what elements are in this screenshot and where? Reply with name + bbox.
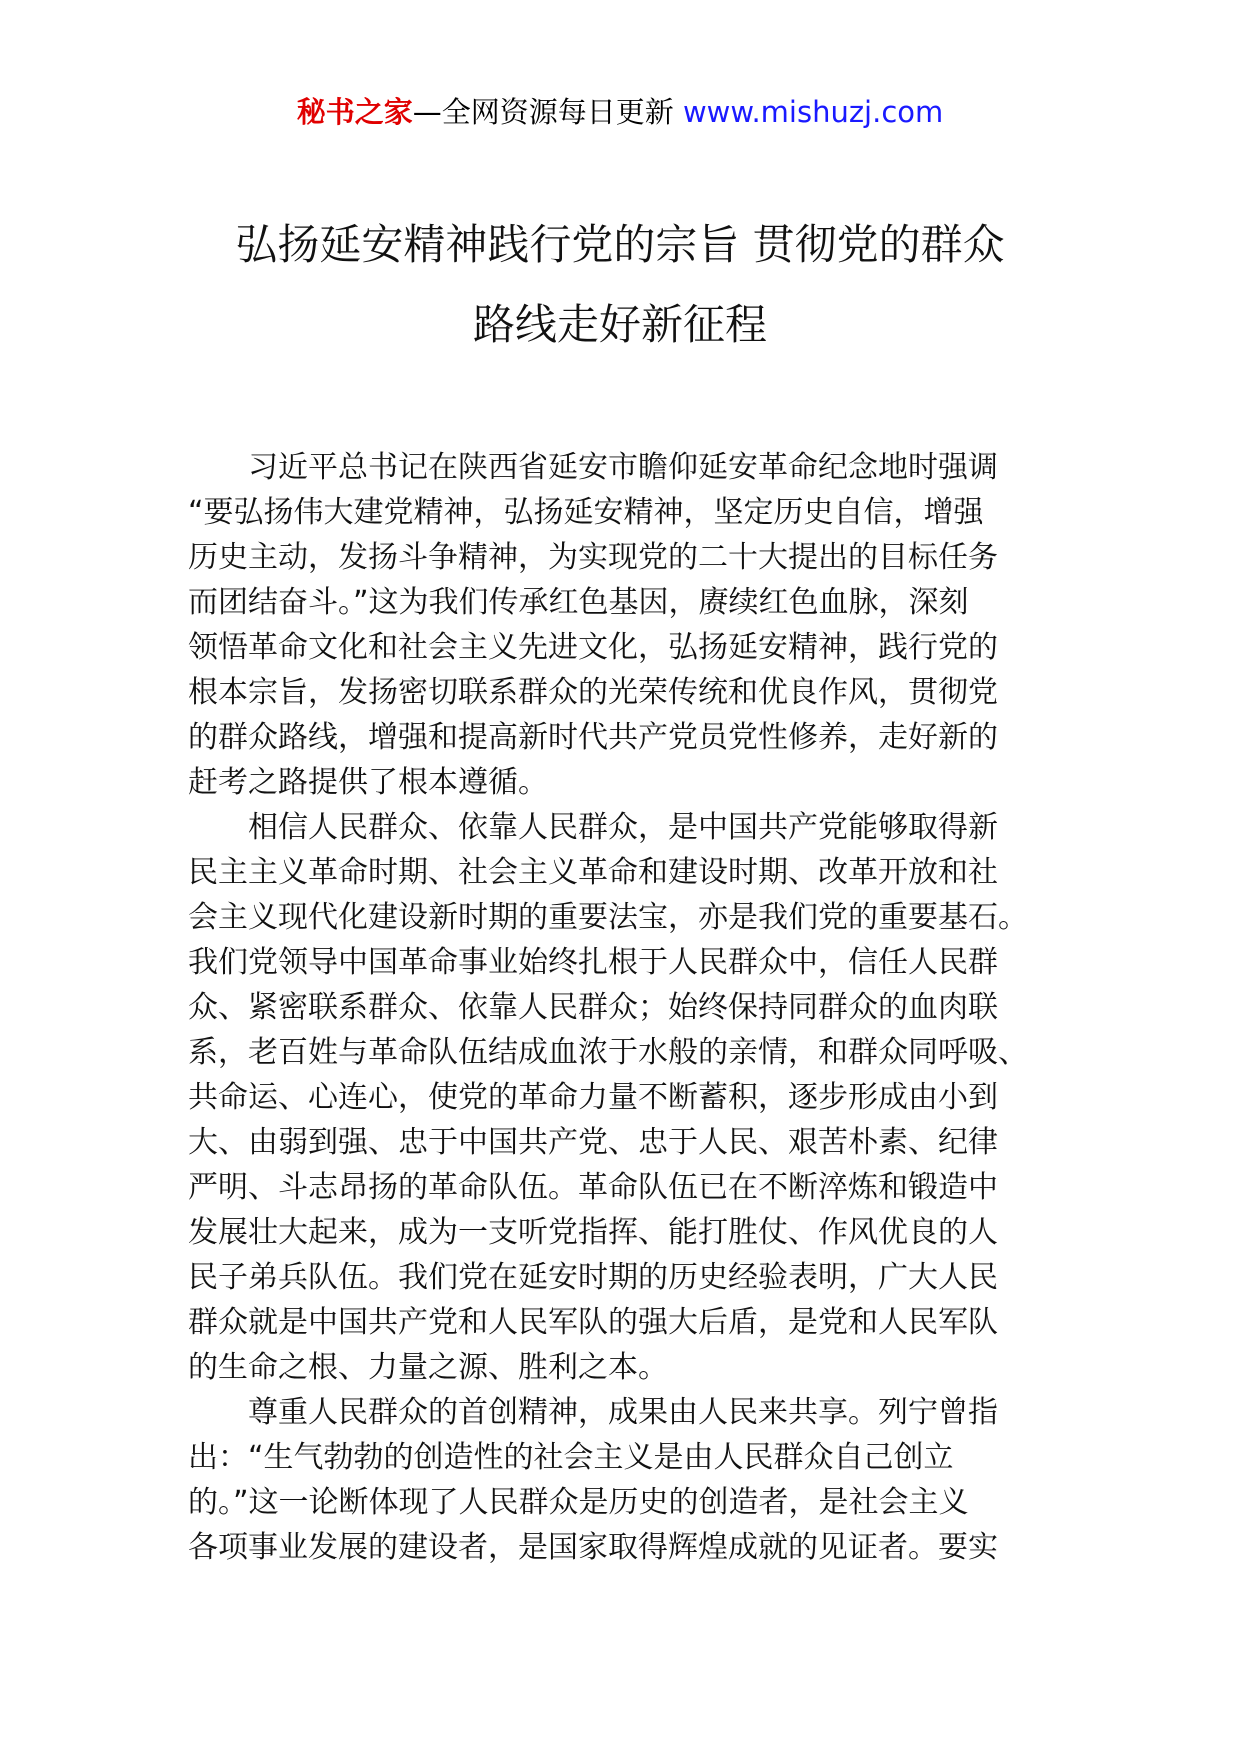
paragraph-line: 群众就是中国共产党和人民军队的强大后盾，是党和人民军队 bbox=[188, 1305, 998, 1340]
paragraph-line: 大、由弱到强、忠于中国共产党、忠于人民、艰苦朴素、纪律 bbox=[188, 1125, 998, 1160]
paragraph-line: 共命运、心连心，使党的革命力量不断蓄积，逐步形成由小到 bbox=[188, 1080, 998, 1115]
paragraph-line: 习近平总书记在陕西省延安市瞻仰延安革命纪念地时强调 bbox=[248, 450, 998, 485]
paragraph-line: 相信人民群众、依靠人民群众，是中国共产党能够取得新 bbox=[248, 810, 998, 845]
paragraph-line: 领悟革命文化和社会主义先进文化，弘扬延安精神，践行党的 bbox=[188, 630, 998, 665]
paragraph-line: 而团结奋斗。”这为我们传承红色基因，赓续红色血脉，深刻 bbox=[188, 585, 969, 620]
site-tagline: —全网资源每日更新 bbox=[412, 95, 674, 129]
paragraph-line: 尊重人民群众的首创精神，成果由人民来共享。列宁曾指 bbox=[248, 1395, 998, 1430]
site-url-link[interactable]: www.mishuzj.com bbox=[682, 95, 944, 129]
paragraph-line: 民子弟兵队伍。我们党在延安时期的历史经验表明，广大人民 bbox=[188, 1260, 998, 1295]
paragraph-line: “要弘扬伟大建党精神，弘扬延安精神，坚定历史自信，增强 bbox=[188, 495, 984, 530]
paragraph-line: 的生命之根、力量之源、胜利之本。 bbox=[188, 1350, 668, 1385]
paragraph-line: 历史主动，发扬斗争精神，为实现党的二十大提出的目标任务 bbox=[188, 540, 998, 575]
paragraph-line: 发展壮大起来，成为一支听党指挥、能打胜仗、作风优良的人 bbox=[188, 1215, 998, 1250]
document-body bbox=[188, 445, 1052, 1570]
brand-name: 秘书之家 bbox=[296, 95, 413, 129]
title-line-1: 弘扬延安精神践行党的宗旨 贯彻党的群众 bbox=[235, 220, 1005, 269]
paragraph-3 bbox=[188, 1390, 1052, 1570]
title-line-2: 路线走好新征程 bbox=[472, 300, 767, 349]
paragraph-line: 赶考之路提供了根本遵循。 bbox=[188, 765, 548, 800]
paragraph-1 bbox=[188, 445, 1052, 805]
paragraph-line: 众、紧密联系群众、依靠人民群众；始终保持同群众的血肉联 bbox=[188, 990, 998, 1025]
site-header bbox=[0, 92, 1240, 132]
paragraph-line: 根本宗旨，发扬密切联系群众的光荣传统和优良作风，贯彻党 bbox=[188, 675, 998, 710]
paragraph-line: 的。”这一论断体现了人民群众是历史的创造者，是社会主义 bbox=[188, 1485, 969, 1520]
paragraph-line: 会主义现代化建设新时期的重要法宝，亦是我们党的重要基石。 bbox=[188, 900, 1028, 935]
paragraph-line: 各项事业发展的建设者，是国家取得辉煌成就的见证者。要实 bbox=[188, 1530, 998, 1565]
document-title bbox=[185, 205, 1055, 365]
paragraph-line: 民主主义革命时期、社会主义革命和建设时期、改革开放和社 bbox=[188, 855, 998, 890]
paragraph-2 bbox=[188, 805, 1052, 1390]
paragraph-line: 系，老百姓与革命队伍结成血浓于水般的亲情，和群众同呼吸、 bbox=[188, 1035, 1028, 1070]
paragraph-line: 的群众路线，增强和提高新时代共产党员党性修养，走好新的 bbox=[188, 720, 998, 755]
paragraph-line: 我们党领导中国革命事业始终扎根于人民群众中，信任人民群 bbox=[188, 945, 998, 980]
paragraph-line: 严明、斗志昂扬的革命队伍。革命队伍已在不断淬炼和锻造中 bbox=[188, 1170, 998, 1205]
paragraph-line: 出：“生气勃勃的创造性的社会主义是由人民群众自己创立 bbox=[188, 1440, 954, 1475]
